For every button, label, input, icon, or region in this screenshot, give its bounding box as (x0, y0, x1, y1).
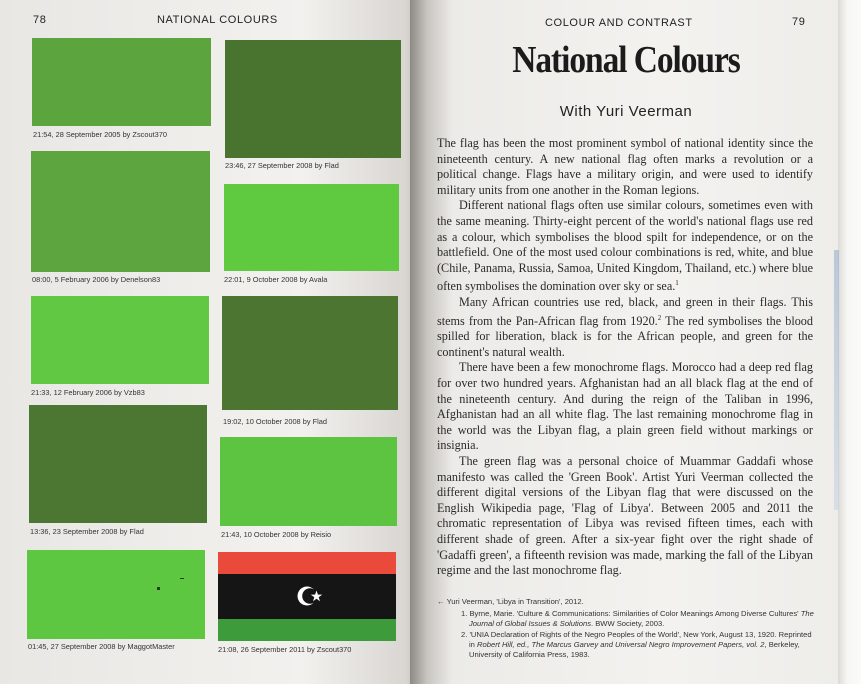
swatch-6-caption: 19:02, 10 October 2008 by Flad (223, 417, 327, 426)
notes (437, 597, 817, 661)
paragraph-1: The flag has been the most prominent symbol of national identity since the nineteenth century. A new national flag often marks a revolution or a political change. Flags have a military origin, and were used to identify military units from one another in the Roman legions. (437, 136, 813, 197)
image-source-note: ← Yuri Veerman, 'Libya in Transition', 2012. (437, 597, 584, 606)
swatch-2 (225, 40, 401, 158)
page-edge-tint (834, 250, 839, 510)
swatch-2-caption: 23:46, 27 September 2008 by Flad (225, 161, 339, 170)
right-page-number: 79 (792, 16, 806, 28)
paragraph-5: The green flag was a personal choice of Muammar Gaddafi whose manifesto was called the 'Green Book'. Artist Yuri Veerman collected the different digital versions of the Libyan flag that were discussed on the English Wikipedia page, 'Flag of Libya'. Between 2005 and 2011 the chromatic representation of Libya was revised fifteen times, each with different shade of green. After a six-year fight over the right shade of 'Gadaffi green', a fifteenth revision was made, marking the fall of the Libyan regime and the last monochrome flag. (437, 454, 813, 578)
paragraph-3-text: Many African countries use red, black, and green in their flags. This stems from the Pan-African flag from 1920. (437, 295, 813, 328)
libya-flag-2011 (218, 552, 396, 641)
swatch-1-caption: 21:54, 28 September 2005 by Zscout370 (33, 130, 167, 139)
footnote-2-journal: Robert Hill, ed., The Marcus Garvey and Universal Negro Improvement Papers, vol. 2 (477, 640, 765, 649)
footnote-2 (461, 630, 817, 660)
footnote-1-tail: . BWW Society, 2003. (591, 619, 665, 628)
swatch-7-caption: 13:36, 23 September 2008 by Flad (30, 527, 144, 536)
flag-red-band (218, 552, 396, 574)
swatch-3-caption: 08:00, 5 February 2006 by Denelson83 (32, 275, 161, 284)
footnote-1-text: Byrne, Marie. 'Culture & Communications: Similarities of Color Meanings Among Diverse Cultures' (469, 609, 799, 618)
left-running-head: NATIONAL COLOURS (157, 14, 278, 26)
swatch-4 (224, 184, 399, 271)
flag-green-band (218, 619, 396, 641)
swatch-8 (220, 437, 397, 526)
footnotes-list (437, 609, 817, 660)
paragraph-2 (437, 198, 813, 295)
paragraph-4: There have been a few monochrome flags. Morocco had a deep red flag for over two hundred years. Afghanistan had an all black flag at the end of the nineteenth century. And during the reign of the Taliban in 1996, Afghanistan had an all white flag. The last remaining monochrome flag in the world was the Libyan flag, a plain green field without markings or insignia. (437, 360, 813, 453)
footnote-1-journal: The Journal of Global Issues & Solutions (469, 609, 814, 628)
footnote-2-text: 'UNIA Declaration of Rights of the Negro Peoples of the World', New York, August 13, 1920. Reprinted in (469, 630, 812, 649)
swatch-6 (222, 296, 398, 410)
swatch-7 (29, 405, 207, 523)
swatch-1 (32, 38, 211, 126)
footnote-mark-1: 1 (675, 279, 679, 288)
paragraph-2-text: Different national flags often use similar colours, sometimes even with the same meaning. Thirty-eight percent of the world's national flags use red as a colour, which symbolises the blood spilt for independence, or on the battlefield. One of the most used colour combinations is red, white, and blue (Chile, Panama, Russia, Samoa, United Kingdom, Thailand, etc.) where blue often symbolises the domination over sky or sea. (437, 198, 813, 294)
footnote-mark-2: 2 (657, 313, 662, 322)
print-speck (180, 578, 184, 579)
article-body (437, 136, 813, 579)
right-running-head: COLOUR AND CONTRAST (545, 17, 693, 29)
swatch-10-caption: 21:08, 26 September 2011 by Zscout370 (218, 645, 352, 654)
footnote-1 (461, 609, 817, 629)
swatch-8-caption: 21:43, 10 October 2008 by Reisio (221, 530, 332, 539)
article-byline: With Yuri Veerman (559, 103, 693, 120)
paragraph-3 (437, 295, 813, 360)
swatch-9 (27, 550, 205, 639)
swatch-9-caption: 01:45, 27 September 2008 by MaggotMaster (28, 642, 175, 651)
footnote-2-num: 2. (461, 630, 468, 639)
crescent-star-icon (290, 576, 330, 616)
paragraph-3-rest: The red symbolises the blood spilled for liberation, black is for the African people, and green for the continent's natural wealth. (437, 313, 813, 359)
footnote-1-num: 1. (461, 609, 468, 618)
print-speck (157, 587, 160, 590)
swatch-4-caption: 22:01, 9 October 2008 by Avala (224, 275, 328, 284)
swatch-5 (31, 296, 209, 384)
swatch-5-caption: 21:33, 12 February 2006 by Vzb83 (31, 388, 145, 397)
swatch-3 (31, 151, 210, 272)
footnote-2-tail: , Berkeley, University of California Press, 1983. (469, 640, 800, 659)
article-title: National Colours (512, 39, 740, 81)
left-page-number: 78 (33, 14, 47, 26)
